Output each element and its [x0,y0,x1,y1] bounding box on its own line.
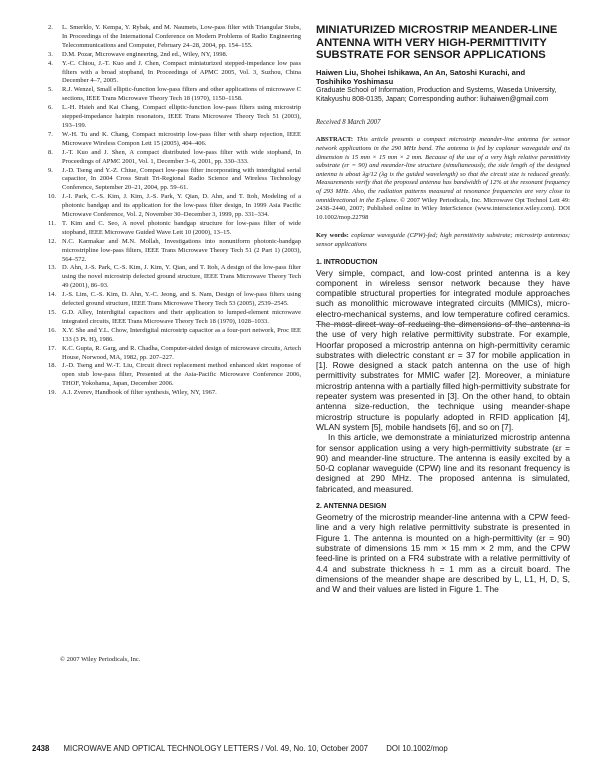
abstract-publication: © 2007 Wiley Periodicals, Inc. Microwave Opt Technol Lett 49: 2438–2440, 2007; Published online in Wiley InterScience (www.interscience.wiley.com). DOI 10.1002/mop.22798 [316,196,570,221]
footer-doi: DOI 10.1002/mop [386,744,448,753]
abstract-label: ABSTRACT: [316,136,354,144]
keywords [316,232,570,249]
section-2-title: 2. ANTENNA DESIGN [316,503,387,511]
reference-item [46,60,301,87]
article-title: MINIATURIZED MICROSTRIP MEANDER-LINE ANTENNA WITH VERY HIGH-PERMITTIVITY SUBSTRATE FOR SENSOR APPLICATIONS [316,24,558,62]
article-column [316,24,570,594]
affiliation: Graduate School of Information, Production and Systems, Waseda University, Kitakyushu 808-0135, Japan; Corresponding author: liuhaiwen@gmail.com [316,86,557,103]
reference-item [46,86,301,104]
reference-number: 2. [48,24,53,31]
reference-number: 7. [48,130,53,138]
reference-item [46,149,301,167]
reference-item [46,193,301,220]
reference-item [46,291,301,309]
abstract-text: This article presents a compact microstrip meander-line antenna for sensor network applications in the 290 MHz band. The antenna is fed by coplanar waveguide and its dimension is 15 mm × 15 mm × 2 mm. Because of the use of a very high relative permittivity substrate (εr = 90) and meander-line structure (simultaneously, the side length of the designed antenna is about λg/12 (λg is the guided wavelength) so that the circuit size is reduced greatly. Measurements verify that the proposed antenna has bandwidth of 12% at the resonant frequency of 293 MHz. Also, the radiation patterns measured at resonance frequencies are very close to omnidirectional in the E-plane. [316,136,571,204]
reference-number: 15. [48,309,57,316]
keywords-label: Key words: [316,232,349,240]
reference-text: D.M. Pozar, Microwave engineering, 2nd ed., Wiley, NY, 1998. [62,50,228,58]
authors-line-1: Haiwen Liu, Shohei Ishikawa, An An, Satoshi Kurachi, and [316,67,526,77]
reference-number: 11. [48,219,56,227]
reference-item [46,167,301,194]
reference-list [46,24,301,398]
reference-number: 18. [48,362,57,370]
reference-text: J.-T. Kuo and J. Shen, A compact distributed low-pass filter with wide stopband, In Proceedings of APMC 2001, Vol. 1, December 3–6, 2001, pp. 330–333. [62,148,301,165]
reference-number: 14. [48,291,57,299]
reference-number: 10. [48,193,57,201]
section-2-paragraph-1: Geometry of the microstrip meander-line antenna with a CPW feed-line and a very high relative permittivity substrate is presented in Figure 1. The antenna is mounted on a high-permittivity (εr = 90) substrate of dimensions 15 mm × 15 mm × 2 mm, and the CPW feed-line is printed on a FR4 substrate with a relative permittivity of 4.4 and substrate thickness h = 1 mm as a circuit board. The dimensions of the meander shape are described by L, L1, H, D, S, and W and their values are listed in Figure 1. The [316,512,570,595]
reference-text: A.I. Zverev, Handbook of filter synthesis, Wiley, NY, 1967. [62,389,217,397]
reference-text: T. Kim and C. Seo, A novel photonic bandgap structure for low-pass filter of wide stopband, IEEE Microwave Guided Wave Lett 10 (2000), 13–15. [62,219,301,236]
reference-number: 3. [48,50,53,58]
left-copyright: © 2007 Wiley Periodicals, Inc. [60,656,141,663]
reference-item [46,309,301,327]
reference-number: 9. [48,166,53,174]
reference-text: X.Y. She and Y.L. Chow, Interdigital microstrip capacitor as a four-port network, Proc IEE 133 (3 Pt. H), 1986. [62,326,301,343]
reference-number: 16. [48,326,57,334]
page-number: 2438 [32,744,50,753]
reference-number: 13. [48,264,57,272]
abstract [316,136,570,222]
reference-item [46,362,301,389]
reference-text: R.J. Wenzel, Small elliptic-function low-pass filters and other applications of microwave C sections, IEEE Trans Microwave Theory Tech 18 (1970), 1150–1158. [62,86,301,103]
reference-text: J.-D. Tseng and Y.-Z. Chiue, Compact low-pass filter incorporating with interdigital serial capacitor, In 2004 Cross Strait Tri-Regional Radio Science and Wireless Technology Conference, September 20–21, 2004, pp. 59–61. [62,166,301,192]
received-date: Received 8 March 2007 [316,119,381,127]
section-1-paragraph-1: Very simple, compact, and low-cost printed antenna is a key component in wireless sensor network because they have compatible structural properties for integrated module approaches such as monolithic microwave integrated circuits (MMICs), micro-electro-mechanical systems, and low temperature cofired ceramics. The most direct way of reducing the dimensions of the antenna is the use of very high relative permittivity substrate. For example, Hoorfar proposed a microstrip antenna on high-permittivity ceramic substrates with dielectric constant εr = 37 for mobile application in [1]. Rowe designed a stack patch antenna on the use of high permittivity substrates for MMIC wafer [2]. Moreover, a miniature microstrip antenna with a partially filled high-permittivity substrate for repeater system was presented in [3]. On the other hand, to obtain antenna size-reduction, the technique using meander-shape microstrip structure is popularly adopted in RFID application [4], WLAN system [5], mobile handsets [6], and so on [7]. [316,267,570,432]
keywords-divider [316,324,570,325]
reference-number: 6. [48,104,53,112]
reference-text: D. Ahn, J.-S. Park, C.-S. Kim, J. Kim, Y. Qian, and T. Itoh, A design of the low-pass filter using the novel microstrip defected ground structure, IEEE Trans Microwave Theory Tech 49 (2001), 86–93. [62,264,301,290]
reference-item [46,264,301,291]
reference-text: J.-D. Tseng and W.-T. Liu, Circuit direct replacement method enhanced skirt response of open stub low-pass filter, Presented at the Asia-Pacific Microwave Conference 2006, THOF, Yokohama, Japan, December 2006. [62,362,301,388]
reference-text: J.-I. Park, C.-S. Kim, J. Kim, J.-S. Park, Y. Qian, D. Ahn, and T. Itoh, Modeling of a photonic bandgap and its application for the low-pass filter design, In 1999 Asia Pacific Microwave Conference, Vol. 2, November 30–December 3, 1999, pp. 331–334. [62,193,301,219]
reference-text: J.-S. Lim, C.-S. Kim, D. Ahn, Y.-C. Jeong, and S. Nam, Design of low-pass filters using defected ground structure, IEEE Trans Microwave Theory Tech 53 (2005), 2539–2545. [62,291,301,308]
reference-text: L. Smerklo, Y. Kempa, Y. Rybak, and M. Naumets, Low-pass filter with Triangular Stubs, In Proceedings of the International Conference on Modern Problems of Radio Engineering Telecommunications and Computer, February 24–28, 2004, pp. 154–155. [62,24,301,49]
reference-number: 17. [48,344,57,352]
reference-number: 4. [48,59,53,67]
reference-item [46,345,301,363]
reference-text: K.C. Gupta, R. Garg, and R. Chadha, Computer-aided design of microwave circuits, Artech House, Norwood, MA, 1982, pp. 207–227. [62,344,301,361]
reference-text: L.-H. Hsieh and Kai Chang, Compact elliptic-function low-pass filters using microstrip stepped-impedance hairpin resonators, IEEE Trans Microwave Theory Tech 51 (2003), 193–199. [62,104,301,129]
reference-item [46,327,301,345]
section-1-paragraph-2: In this article, we demonstrate a miniaturized microstrip antenna for sensor application using a very high-permittivity substrate (εr = 90) and meander-line structure. The antenna is easily excited by a 50-Ω coplanar waveguide (CPW) line and its resonant frequency is designed at 290 MHz. The proposed antenna is simulated, fabricated, and measured. [316,432,570,494]
reference-number: 19. [48,389,57,397]
keywords-text: coplanar waveguide (CPW)-fed; high permittivity substrate; microstrip antennas; sensor applications [316,232,570,248]
reference-number: 8. [48,148,53,156]
reference-item [46,389,301,398]
reference-text: Y.-C. Chiou, J.-T. Kuo and J. Chen, Compact miniaturized stepped-impedance low pass filters with a broad stopband, In Proceedings of APMC 2005, Vol. 3, Suzhou, China December 4–7, 2005. [62,59,301,85]
reference-item [46,24,301,51]
reference-item [46,131,301,149]
reference-text: G.D. Alley, Interdigital capacitors and their application to lumped-element microwave integrated circuits, IEEE Trans Microwave Theory Tech 18 (1970), 1028–1033. [62,309,301,325]
reference-item [46,220,301,238]
reference-number: 12. [48,237,57,245]
section-1-title: 1. INTRODUCTION [316,258,378,266]
page-footer [32,744,572,753]
reference-number: 5. [48,86,53,94]
reference-item [46,51,301,60]
reference-text: W.-H. Tu and K. Chang, Compact microstrip low-pass filter with sharp rejection, IEEE Microwave Wireless Compon Lett 15 (2005), 404–406. [62,130,301,147]
reference-text: N.C. Karmakar and M.N. Mollah, Investigations into nonuniform photonic-bandgap microstripline low-pass filters, IEEE Trans Microwave Theory Tech 51 (2 Part 1) (2003), 564–572. [62,237,301,263]
journal-info: MICROWAVE AND OPTICAL TECHNOLOGY LETTERS / Vol. 49, No. 10, October 2007 [63,744,369,753]
authors-line-2: Toshihiko Yoshimasu [316,77,394,87]
reference-item [46,238,301,265]
reference-item [46,104,301,131]
